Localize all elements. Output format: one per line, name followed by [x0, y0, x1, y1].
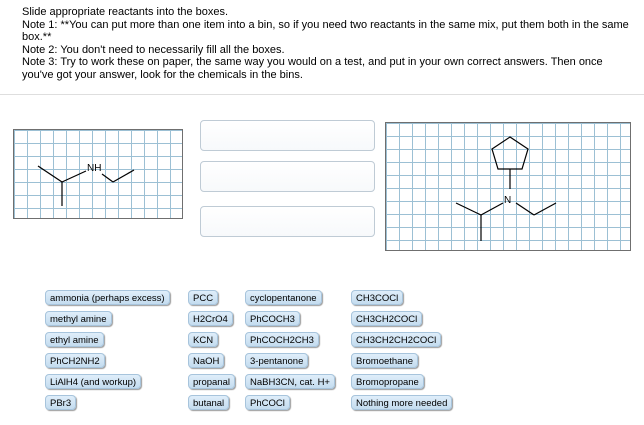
chip-ch3cocl[interactable]: CH3COCl [351, 290, 403, 305]
chip-phcoch2ch3[interactable]: PhCOCH2CH3 [245, 332, 319, 347]
chip-h2cro4[interactable]: H2CrO4 [188, 311, 233, 326]
starting-material-structure [14, 130, 184, 220]
chip-bromopropane[interactable]: Bromopropane [351, 374, 424, 389]
instruction-line: Note 2: You don't need to necessarily fill all the boxes. [22, 43, 285, 56]
chip-ch3ch2ch2cocl[interactable]: CH3CH2CH2COCl [351, 332, 441, 347]
chip-propanal[interactable]: propanal [188, 374, 235, 389]
chip-phcocl[interactable]: PhCOCl [245, 395, 290, 410]
instruction-line: Note 1: **You can put more than one item into a bin, so if you need two reactants in the same mix, put them both in the same box.** [22, 18, 629, 43]
reagent-bin-2[interactable] [200, 161, 375, 192]
chip-ch3ch2cocl[interactable]: CH3CH2COCl [351, 311, 422, 326]
chip-pcc[interactable]: PCC [188, 290, 218, 305]
chip-naoh[interactable]: NaOH [188, 353, 224, 368]
chip-nothing-more-needed[interactable]: Nothing more needed [351, 395, 452, 410]
chip-ammonia[interactable]: ammonia (perhaps excess) [45, 290, 170, 305]
divider [0, 94, 644, 95]
chip-butanal[interactable]: butanal [188, 395, 229, 410]
chip-pbr3[interactable]: PBr3 [45, 395, 76, 410]
product-structure [386, 123, 632, 252]
instruction-line: Slide appropriate reactants into the boxes. [22, 6, 229, 18]
chip-lialh4[interactable]: LiAlH4 (and workup) [45, 374, 141, 389]
instructions [22, 6, 637, 81]
chip-phcoch3[interactable]: PhCOCH3 [245, 311, 300, 326]
starting-material-panel [13, 129, 183, 219]
product-panel [385, 122, 631, 251]
nitrogen-label: NH [87, 163, 102, 174]
nitrogen-label: N [504, 195, 512, 206]
reagent-bin-1[interactable] [200, 120, 375, 151]
chip-ethyl-amine[interactable]: ethyl amine [45, 332, 104, 347]
instruction-line: Note 3: Try to work these on paper, the same way you would on a test, and put in your own correct answers. Then once you've got your answer, look for the chemicals in the bins. [22, 56, 603, 81]
chip-cyclopentanone[interactable]: cyclopentanone [245, 290, 322, 305]
chip-methyl-amine[interactable]: methyl amine [45, 311, 112, 326]
chip-phch2nh2[interactable]: PhCH2NH2 [45, 353, 105, 368]
chip-nabh3cn[interactable]: NaBH3CN, cat. H+ [245, 374, 335, 389]
chip-3-pentanone[interactable]: 3-pentanone [245, 353, 308, 368]
reagent-bin-3[interactable] [200, 206, 375, 237]
chip-kcn[interactable]: KCN [188, 332, 218, 347]
chip-bromoethane[interactable]: Bromoethane [351, 353, 418, 368]
